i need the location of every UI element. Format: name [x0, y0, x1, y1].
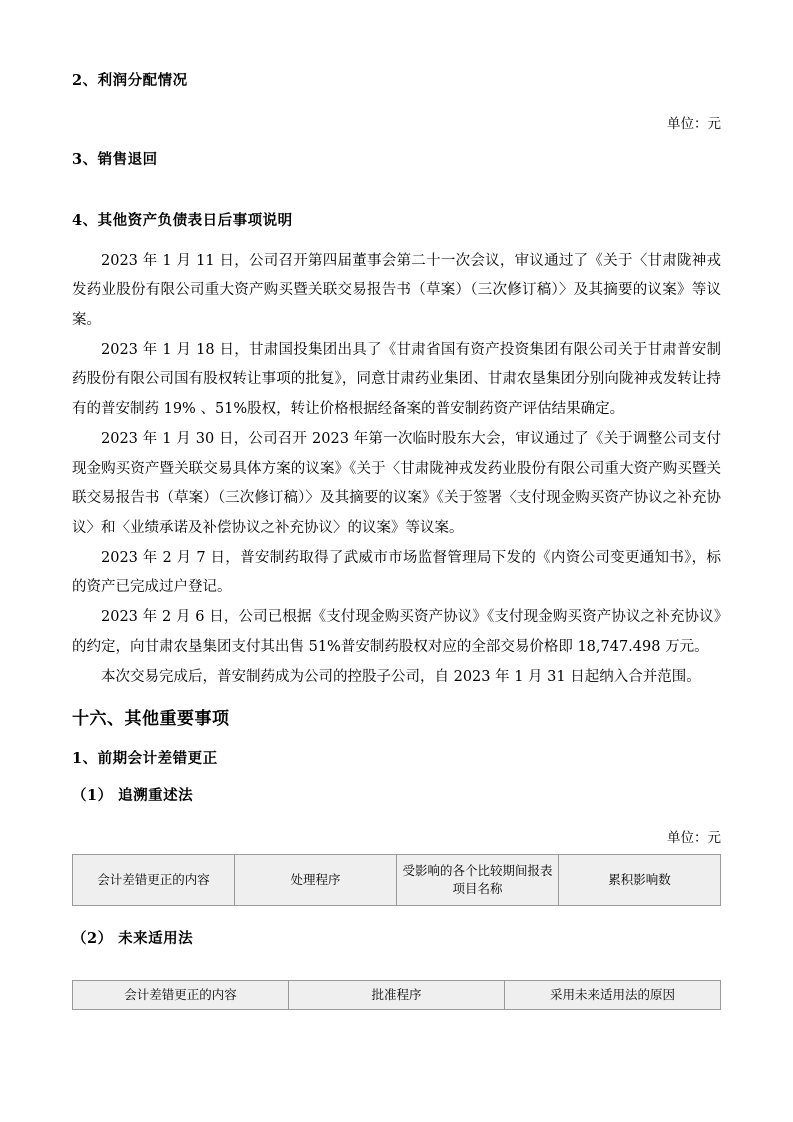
spacer: [72, 906, 721, 928]
spacer: [72, 171, 721, 201]
table-prospective-application: [72, 980, 721, 1010]
paragraph: 2023 年 2 月 6 日，公司已根据《支付现金购买资产协议》《支付现金购买资产协议之补充协议》的约定，向甘肃农垦集团支付其出售 51%普安制药股权对应的全部交易价格即 18,747.498 万元。: [72, 609, 721, 655]
table-header-cell: 处理程序: [235, 854, 397, 905]
spacer: [72, 201, 721, 210]
spacer: [72, 232, 721, 247]
table-header-cell: 累积影响数: [559, 854, 721, 905]
spacer: [72, 733, 721, 748]
paragraph: 2023 年 1 月 30 日，公司召开 2023 年第一次临时股东大会，审议通过了《关于调整公司支付现金购买资产暨关联交易具体方案的议案》《关于〈甘肃陇神戎发药业股份有限公司重大资产购买暨关联交易报告书（草案）（三次修订稿）〉及其摘要的议案》《关于签署〈支付现金购买资产协议之补充协议〉和〈业绩承诺及补偿协议之补充协议〉的议案》等议案。: [72, 430, 721, 536]
heading-profit-distribution: 2、利润分配情况: [72, 72, 188, 89]
spacer: [72, 950, 721, 980]
paragraph: 本次交易完成后，普安制药成为公司的控股子公司，自 2023 年 1 月 31 日起纳入合并范围。: [101, 668, 701, 685]
heading-prior-period-error-correction: 1、前期会计差错更正: [72, 749, 218, 767]
table-header-cell: 采用未来适用法的原因: [505, 980, 721, 1009]
heading-sales-return: 3、销售退回: [72, 151, 158, 168]
paragraph: 2023 年 1 月 18 日，甘肃国投集团出具了《甘肃省国有资产投资集团有限公司关于甘肃普安制药股份有限公司国有股权转让事项的批复》，同意甘肃药业集团、甘肃农垦集团分别向陇神戎发转让持有的普安制药 19% 、51%股权，转让价格根据经备案的普安制药资产评估结果确定。: [72, 341, 721, 418]
spacer: [72, 692, 721, 707]
table-header-cell: 会计差错更正的内容: [73, 980, 289, 1009]
table-header-cell: 批准程序: [289, 980, 505, 1009]
heading-prospective-application: （2） 未来适用法: [72, 929, 194, 947]
table-retrospective-restatement: [72, 854, 721, 906]
spacer: [72, 806, 721, 828]
table-header-cell: 受影响的各个比较期间报表项目名称: [397, 854, 559, 905]
spacer: [72, 770, 721, 785]
heading-post-balance-events: 4、其他资产负债表日后事项说明: [72, 211, 293, 229]
spacer: [72, 92, 721, 114]
unit-label-2: 单位：元: [667, 830, 721, 847]
table-header-cell: 会计差错更正的内容: [73, 854, 235, 905]
heading-other-important-matters: 十六、其他重要事项: [72, 709, 230, 730]
spacer: [72, 134, 721, 149]
paragraph: 2023 年 2 月 7 日，普安制药取得了武威市市场监督管理局下发的《内资公司变更通知书》，标的资产已完成过户登记。: [72, 549, 721, 596]
paragraph: 2023 年 1 月 11 日，公司召开第四届董事会第二十一次会议，审议通过了《关于〈甘肃陇神戎发药业股份有限公司重大资产购买暨关联交易报告书（草案）（三次修订稿）〉及其摘要的议案》等议案。: [72, 252, 721, 328]
table-row: [73, 980, 721, 1009]
heading-retrospective-restatement: （1） 追溯重述法: [72, 786, 194, 804]
unit-label-1: 单位：元: [667, 115, 721, 132]
table-row: [73, 854, 721, 905]
